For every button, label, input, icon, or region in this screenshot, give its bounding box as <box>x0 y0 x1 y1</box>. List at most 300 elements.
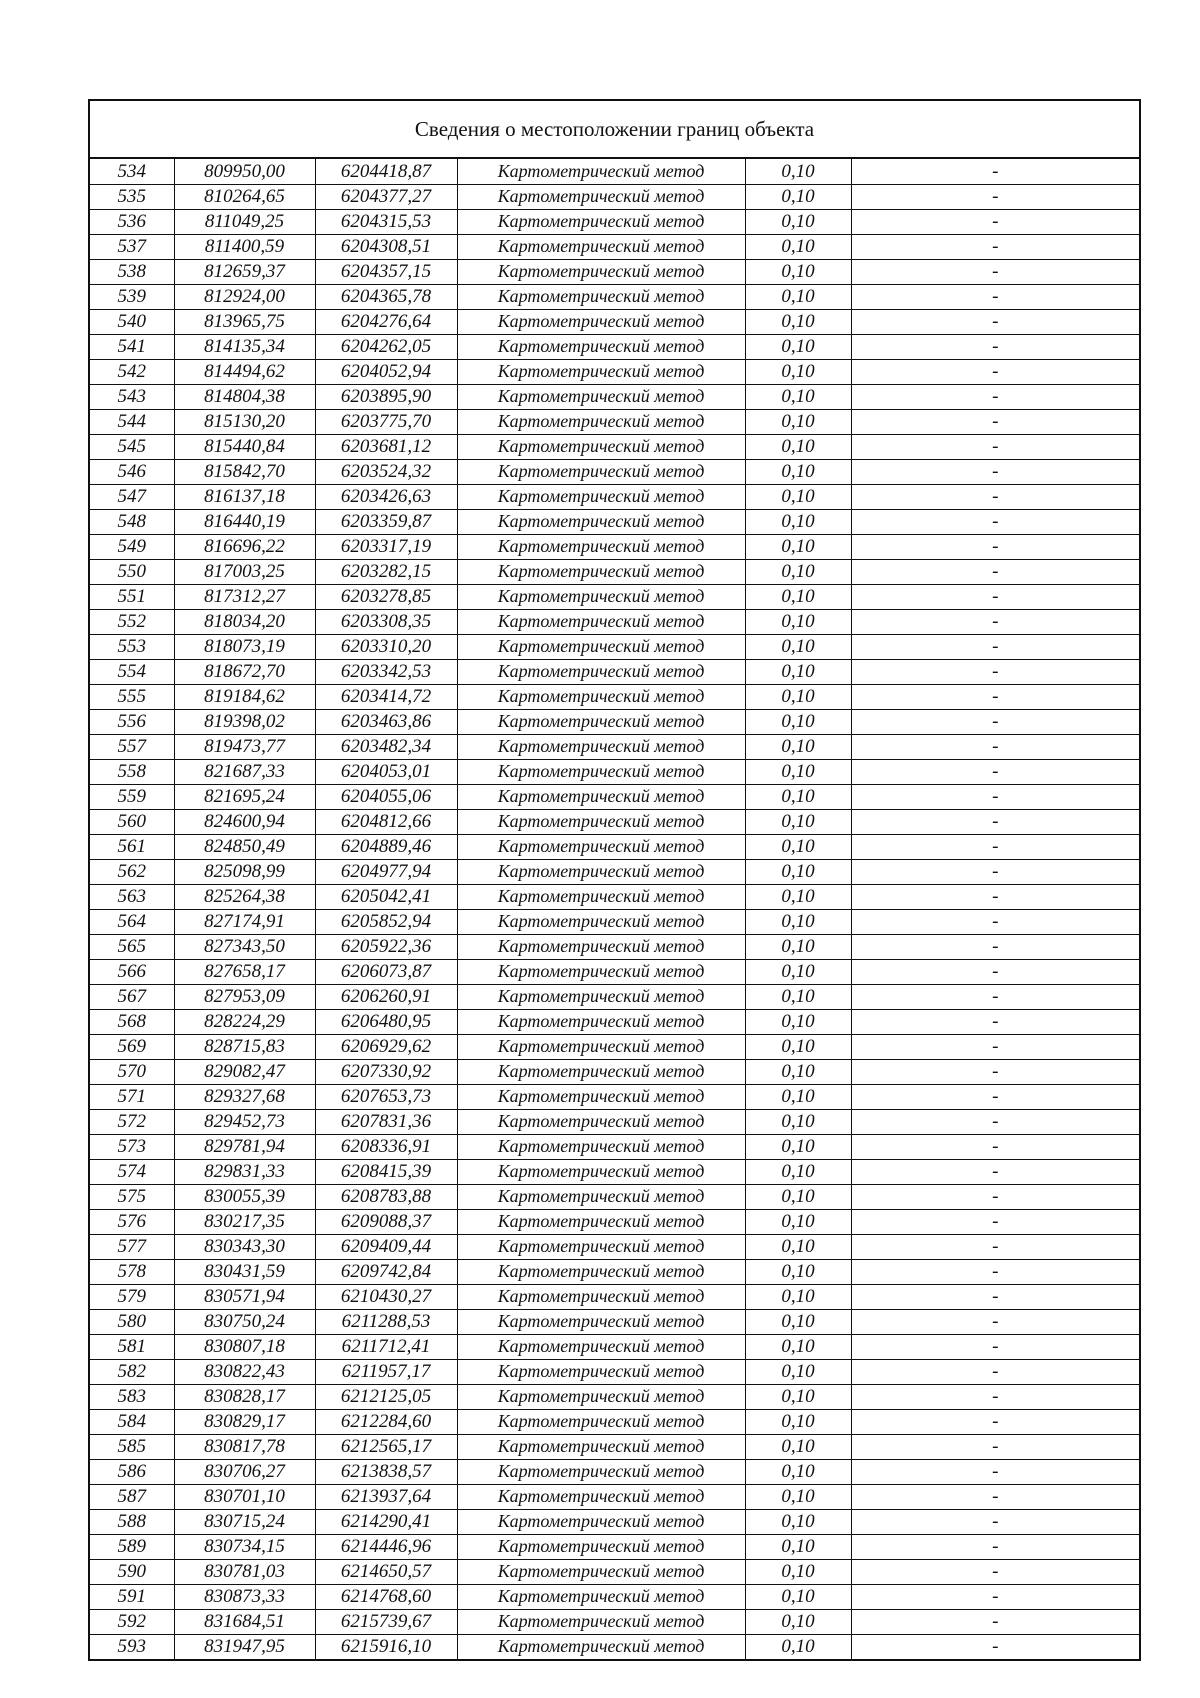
accuracy-cell: 0,10 <box>745 984 851 1009</box>
note-cell: - <box>851 584 1139 609</box>
note-cell: - <box>851 1459 1139 1484</box>
note-cell: - <box>851 709 1139 734</box>
y-coordinate-cell: 6211288,53 <box>315 1309 457 1334</box>
note-cell: - <box>851 1284 1139 1309</box>
y-coordinate-cell: 6204308,51 <box>315 234 457 259</box>
note-cell: - <box>851 659 1139 684</box>
accuracy-cell: 0,10 <box>745 334 851 359</box>
note-cell: - <box>851 359 1139 384</box>
x-coordinate-cell: 811400,59 <box>174 234 315 259</box>
point-number-cell: 555 <box>90 684 174 709</box>
point-number-cell: 539 <box>90 284 174 309</box>
method-cell: Картометрический метод <box>457 909 745 934</box>
table-row <box>90 934 1139 959</box>
y-coordinate-cell: 6203342,53 <box>315 659 457 684</box>
x-coordinate-cell: 824600,94 <box>174 809 315 834</box>
point-number-cell: 537 <box>90 234 174 259</box>
accuracy-cell: 0,10 <box>745 1334 851 1359</box>
method-cell: Картометрический метод <box>457 484 745 509</box>
table-row <box>90 634 1139 659</box>
accuracy-cell: 0,10 <box>745 1559 851 1584</box>
point-number-cell: 543 <box>90 384 174 409</box>
x-coordinate-cell: 814804,38 <box>174 384 315 409</box>
point-number-cell: 572 <box>90 1109 174 1134</box>
note-cell: - <box>851 959 1139 984</box>
y-coordinate-cell: 6203310,20 <box>315 634 457 659</box>
y-coordinate-cell: 6207653,73 <box>315 1084 457 1109</box>
accuracy-cell: 0,10 <box>745 509 851 534</box>
method-cell: Картометрический метод <box>457 984 745 1009</box>
point-number-cell: 588 <box>90 1509 174 1534</box>
y-coordinate-cell: 6204812,66 <box>315 809 457 834</box>
point-number-cell: 575 <box>90 1184 174 1209</box>
table-row <box>90 959 1139 984</box>
method-cell: Картометрический метод <box>457 1084 745 1109</box>
method-cell: Картометрический метод <box>457 1409 745 1434</box>
y-coordinate-cell: 6203282,15 <box>315 559 457 584</box>
accuracy-cell: 0,10 <box>745 1359 851 1384</box>
method-cell: Картометрический метод <box>457 1034 745 1059</box>
accuracy-cell: 0,10 <box>745 1534 851 1559</box>
table-row <box>90 509 1139 534</box>
table-row <box>90 434 1139 459</box>
x-coordinate-cell: 811049,25 <box>174 209 315 234</box>
x-coordinate-cell: 831947,95 <box>174 1634 315 1659</box>
table-row <box>90 1009 1139 1034</box>
accuracy-cell: 0,10 <box>745 234 851 259</box>
point-number-cell: 547 <box>90 484 174 509</box>
y-coordinate-cell: 6212284,60 <box>315 1409 457 1434</box>
accuracy-cell: 0,10 <box>745 584 851 609</box>
accuracy-cell: 0,10 <box>745 684 851 709</box>
y-coordinate-cell: 6208415,39 <box>315 1159 457 1184</box>
x-coordinate-cell: 827343,50 <box>174 934 315 959</box>
point-number-cell: 535 <box>90 184 174 209</box>
x-coordinate-cell: 829327,68 <box>174 1084 315 1109</box>
table-row <box>90 1459 1139 1484</box>
point-number-cell: 577 <box>90 1234 174 1259</box>
y-coordinate-cell: 6209742,84 <box>315 1259 457 1284</box>
accuracy-cell: 0,10 <box>745 534 851 559</box>
method-cell: Картометрический метод <box>457 709 745 734</box>
y-coordinate-cell: 6214290,41 <box>315 1509 457 1534</box>
method-cell: Картометрический метод <box>457 1534 745 1559</box>
table-row <box>90 984 1139 1009</box>
x-coordinate-cell: 821695,24 <box>174 784 315 809</box>
point-number-cell: 546 <box>90 459 174 484</box>
point-number-cell: 589 <box>90 1534 174 1559</box>
accuracy-cell: 0,10 <box>745 259 851 284</box>
y-coordinate-cell: 6206929,62 <box>315 1034 457 1059</box>
table-row <box>90 484 1139 509</box>
accuracy-cell: 0,10 <box>745 1159 851 1184</box>
point-number-cell: 557 <box>90 734 174 759</box>
table-row <box>90 334 1139 359</box>
point-number-cell: 567 <box>90 984 174 1009</box>
note-cell: - <box>851 209 1139 234</box>
note-cell: - <box>851 634 1139 659</box>
accuracy-cell: 0,10 <box>745 1584 851 1609</box>
table-row <box>90 709 1139 734</box>
point-number-cell: 556 <box>90 709 174 734</box>
table-row <box>90 1084 1139 1109</box>
table-row <box>90 759 1139 784</box>
note-cell: - <box>851 884 1139 909</box>
note-cell: - <box>851 284 1139 309</box>
table-row <box>90 1109 1139 1134</box>
accuracy-cell: 0,10 <box>745 1234 851 1259</box>
note-cell: - <box>851 984 1139 1009</box>
table-row <box>90 609 1139 634</box>
method-cell: Картометрический метод <box>457 1109 745 1134</box>
y-coordinate-cell: 6211957,17 <box>315 1359 457 1384</box>
method-cell: Картометрический метод <box>457 1434 745 1459</box>
method-cell: Картометрический метод <box>457 934 745 959</box>
method-cell: Картометрический метод <box>457 1634 745 1659</box>
method-cell: Картометрический метод <box>457 1459 745 1484</box>
point-number-cell: 538 <box>90 259 174 284</box>
point-number-cell: 545 <box>90 434 174 459</box>
method-cell: Картометрический метод <box>457 1559 745 1584</box>
table-row <box>90 534 1139 559</box>
accuracy-cell: 0,10 <box>745 609 851 634</box>
x-coordinate-cell: 827174,91 <box>174 909 315 934</box>
table-row <box>90 884 1139 909</box>
y-coordinate-cell: 6204357,15 <box>315 259 457 284</box>
note-cell: - <box>851 434 1139 459</box>
note-cell: - <box>851 459 1139 484</box>
y-coordinate-cell: 6206260,91 <box>315 984 457 1009</box>
method-cell: Картометрический метод <box>457 659 745 684</box>
x-coordinate-cell: 830343,30 <box>174 1234 315 1259</box>
table-row <box>90 784 1139 809</box>
point-number-cell: 591 <box>90 1584 174 1609</box>
accuracy-cell: 0,10 <box>745 459 851 484</box>
y-coordinate-cell: 6209088,37 <box>315 1209 457 1234</box>
point-number-cell: 565 <box>90 934 174 959</box>
y-coordinate-cell: 6203278,85 <box>315 584 457 609</box>
note-cell: - <box>851 1259 1139 1284</box>
accuracy-cell: 0,10 <box>745 1509 851 1534</box>
accuracy-cell: 0,10 <box>745 634 851 659</box>
accuracy-cell: 0,10 <box>745 1134 851 1159</box>
table-row <box>90 409 1139 434</box>
method-cell: Картометрический метод <box>457 434 745 459</box>
x-coordinate-cell: 830571,94 <box>174 1284 315 1309</box>
note-cell: - <box>851 1484 1139 1509</box>
note-cell: - <box>851 559 1139 584</box>
y-coordinate-cell: 6204315,53 <box>315 209 457 234</box>
point-number-cell: 564 <box>90 909 174 934</box>
x-coordinate-cell: 830217,35 <box>174 1209 315 1234</box>
method-cell: Картометрический метод <box>457 1359 745 1384</box>
y-coordinate-cell: 6210430,27 <box>315 1284 457 1309</box>
y-coordinate-cell: 6203681,12 <box>315 434 457 459</box>
point-number-cell: 560 <box>90 809 174 834</box>
point-number-cell: 549 <box>90 534 174 559</box>
y-coordinate-cell: 6203895,90 <box>315 384 457 409</box>
accuracy-cell: 0,10 <box>745 359 851 384</box>
y-coordinate-cell: 6215916,10 <box>315 1634 457 1659</box>
note-cell: - <box>851 1334 1139 1359</box>
accuracy-cell: 0,10 <box>745 1384 851 1409</box>
accuracy-cell: 0,10 <box>745 709 851 734</box>
x-coordinate-cell: 830734,15 <box>174 1534 315 1559</box>
table-row <box>90 1159 1139 1184</box>
y-coordinate-cell: 6213838,57 <box>315 1459 457 1484</box>
x-coordinate-cell: 815440,84 <box>174 434 315 459</box>
table-row <box>90 1409 1139 1434</box>
table-row <box>90 184 1139 209</box>
point-number-cell: 561 <box>90 834 174 859</box>
note-cell: - <box>851 759 1139 784</box>
note-cell: - <box>851 409 1139 434</box>
point-number-cell: 534 <box>90 159 174 184</box>
accuracy-cell: 0,10 <box>745 1084 851 1109</box>
table-row <box>90 559 1139 584</box>
method-cell: Картометрический метод <box>457 259 745 284</box>
method-cell: Картометрический метод <box>457 1284 745 1309</box>
accuracy-cell: 0,10 <box>745 759 851 784</box>
y-coordinate-cell: 6204052,94 <box>315 359 457 384</box>
note-cell: - <box>851 1159 1139 1184</box>
table-row <box>90 1584 1139 1609</box>
x-coordinate-cell: 830822,43 <box>174 1359 315 1384</box>
table-row <box>90 1234 1139 1259</box>
x-coordinate-cell: 825098,99 <box>174 859 315 884</box>
x-coordinate-cell: 830828,17 <box>174 1384 315 1409</box>
method-cell: Картометрический метод <box>457 1184 745 1209</box>
y-coordinate-cell: 6203482,34 <box>315 734 457 759</box>
table-row <box>90 309 1139 334</box>
note-cell: - <box>851 309 1139 334</box>
point-number-cell: 583 <box>90 1384 174 1409</box>
x-coordinate-cell: 827658,17 <box>174 959 315 984</box>
table-row <box>90 859 1139 884</box>
accuracy-cell: 0,10 <box>745 1209 851 1234</box>
x-coordinate-cell: 818672,70 <box>174 659 315 684</box>
table-row <box>90 834 1139 859</box>
method-cell: Картометрический метод <box>457 609 745 634</box>
x-coordinate-cell: 818034,20 <box>174 609 315 634</box>
boundary-table-sheet <box>88 99 1141 1661</box>
method-cell: Картометрический метод <box>457 1509 745 1534</box>
method-cell: Картометрический метод <box>457 1009 745 1034</box>
note-cell: - <box>851 159 1139 184</box>
accuracy-cell: 0,10 <box>745 1034 851 1059</box>
note-cell: - <box>851 184 1139 209</box>
y-coordinate-cell: 6207330,92 <box>315 1059 457 1084</box>
x-coordinate-cell: 829452,73 <box>174 1109 315 1134</box>
point-number-cell: 593 <box>90 1634 174 1659</box>
note-cell: - <box>851 1109 1139 1134</box>
accuracy-cell: 0,10 <box>745 309 851 334</box>
method-cell: Картометрический метод <box>457 559 745 584</box>
table-row <box>90 1534 1139 1559</box>
accuracy-cell: 0,10 <box>745 284 851 309</box>
accuracy-cell: 0,10 <box>745 184 851 209</box>
x-coordinate-cell: 828224,29 <box>174 1009 315 1034</box>
method-cell: Картометрический метод <box>457 334 745 359</box>
note-cell: - <box>851 1509 1139 1534</box>
y-coordinate-cell: 6207831,36 <box>315 1109 457 1134</box>
y-coordinate-cell: 6204418,87 <box>315 159 457 184</box>
x-coordinate-cell: 827953,09 <box>174 984 315 1009</box>
point-number-cell: 551 <box>90 584 174 609</box>
table-row <box>90 384 1139 409</box>
point-number-cell: 585 <box>90 1434 174 1459</box>
point-number-cell: 578 <box>90 1259 174 1284</box>
x-coordinate-cell: 815842,70 <box>174 459 315 484</box>
note-cell: - <box>851 859 1139 884</box>
table-row <box>90 1134 1139 1159</box>
note-cell: - <box>851 909 1139 934</box>
accuracy-cell: 0,10 <box>745 1009 851 1034</box>
x-coordinate-cell: 816440,19 <box>174 509 315 534</box>
x-coordinate-cell: 828715,83 <box>174 1034 315 1059</box>
table-row <box>90 809 1139 834</box>
note-cell: - <box>851 484 1139 509</box>
accuracy-cell: 0,10 <box>745 1059 851 1084</box>
method-cell: Картометрический метод <box>457 1309 745 1334</box>
accuracy-cell: 0,10 <box>745 959 851 984</box>
coordinates-table-body <box>90 159 1139 1659</box>
table-title: Сведения о местоположении границ объекта <box>90 101 1139 159</box>
table-row <box>90 1609 1139 1634</box>
y-coordinate-cell: 6211712,41 <box>315 1334 457 1359</box>
accuracy-cell: 0,10 <box>745 384 851 409</box>
y-coordinate-cell: 6204262,05 <box>315 334 457 359</box>
accuracy-cell: 0,10 <box>745 209 851 234</box>
y-coordinate-cell: 6203524,32 <box>315 459 457 484</box>
accuracy-cell: 0,10 <box>745 1409 851 1434</box>
note-cell: - <box>851 1409 1139 1434</box>
x-coordinate-cell: 830829,17 <box>174 1409 315 1434</box>
x-coordinate-cell: 819184,62 <box>174 684 315 709</box>
point-number-cell: 570 <box>90 1059 174 1084</box>
table-row <box>90 1559 1139 1584</box>
accuracy-cell: 0,10 <box>745 734 851 759</box>
note-cell: - <box>851 1309 1139 1334</box>
x-coordinate-cell: 809950,00 <box>174 159 315 184</box>
method-cell: Картометрический метод <box>457 184 745 209</box>
note-cell: - <box>851 1559 1139 1584</box>
point-number-cell: 552 <box>90 609 174 634</box>
accuracy-cell: 0,10 <box>745 159 851 184</box>
note-cell: - <box>851 1034 1139 1059</box>
note-cell: - <box>851 1059 1139 1084</box>
note-cell: - <box>851 784 1139 809</box>
table-row <box>90 1184 1139 1209</box>
y-coordinate-cell: 6209409,44 <box>315 1234 457 1259</box>
note-cell: - <box>851 334 1139 359</box>
note-cell: - <box>851 609 1139 634</box>
x-coordinate-cell: 813965,75 <box>174 309 315 334</box>
method-cell: Картометрический метод <box>457 809 745 834</box>
method-cell: Картометрический метод <box>457 234 745 259</box>
y-coordinate-cell: 6206073,87 <box>315 959 457 984</box>
accuracy-cell: 0,10 <box>745 884 851 909</box>
method-cell: Картометрический метод <box>457 284 745 309</box>
y-coordinate-cell: 6204276,64 <box>315 309 457 334</box>
note-cell: - <box>851 684 1139 709</box>
note-cell: - <box>851 834 1139 859</box>
y-coordinate-cell: 6213937,64 <box>315 1484 457 1509</box>
point-number-cell: 566 <box>90 959 174 984</box>
accuracy-cell: 0,10 <box>745 909 851 934</box>
point-number-cell: 571 <box>90 1084 174 1109</box>
x-coordinate-cell: 810264,65 <box>174 184 315 209</box>
table-row <box>90 1359 1139 1384</box>
x-coordinate-cell: 812924,00 <box>174 284 315 309</box>
table-row <box>90 1309 1139 1334</box>
y-coordinate-cell: 6203359,87 <box>315 509 457 534</box>
y-coordinate-cell: 6204055,06 <box>315 784 457 809</box>
method-cell: Картометрический метод <box>457 1584 745 1609</box>
method-cell: Картометрический метод <box>457 534 745 559</box>
method-cell: Картометрический метод <box>457 159 745 184</box>
point-number-cell: 536 <box>90 209 174 234</box>
method-cell: Картометрический метод <box>457 959 745 984</box>
note-cell: - <box>851 534 1139 559</box>
method-cell: Картометрический метод <box>457 634 745 659</box>
y-coordinate-cell: 6208336,91 <box>315 1134 457 1159</box>
method-cell: Картометрический метод <box>457 1259 745 1284</box>
note-cell: - <box>851 1359 1139 1384</box>
x-coordinate-cell: 816137,18 <box>174 484 315 509</box>
x-coordinate-cell: 829781,94 <box>174 1134 315 1159</box>
accuracy-cell: 0,10 <box>745 1609 851 1634</box>
point-number-cell: 548 <box>90 509 174 534</box>
method-cell: Картометрический метод <box>457 784 745 809</box>
accuracy-cell: 0,10 <box>745 1309 851 1334</box>
y-coordinate-cell: 6203775,70 <box>315 409 457 434</box>
accuracy-cell: 0,10 <box>745 934 851 959</box>
point-number-cell: 562 <box>90 859 174 884</box>
point-number-cell: 573 <box>90 1134 174 1159</box>
table-row <box>90 684 1139 709</box>
point-number-cell: 581 <box>90 1334 174 1359</box>
y-coordinate-cell: 6205042,41 <box>315 884 457 909</box>
x-coordinate-cell: 815130,20 <box>174 409 315 434</box>
method-cell: Картометрический метод <box>457 734 745 759</box>
table-row <box>90 1509 1139 1534</box>
method-cell: Картометрический метод <box>457 1234 745 1259</box>
note-cell: - <box>992 1636 999 1658</box>
table-row <box>90 1034 1139 1059</box>
y-coordinate-cell: 6205922,36 <box>315 934 457 959</box>
accuracy-cell: 0,10 <box>745 434 851 459</box>
x-coordinate-cell: 830807,18 <box>174 1334 315 1359</box>
note-cell: - <box>851 809 1139 834</box>
note-cell: - <box>851 259 1139 284</box>
table-row <box>90 209 1139 234</box>
y-coordinate-cell: 6214446,96 <box>315 1534 457 1559</box>
table-row <box>90 1209 1139 1234</box>
accuracy-cell: 0,10 <box>745 1634 851 1659</box>
coordinates-table <box>90 159 1139 1659</box>
y-coordinate-cell: 6208783,88 <box>315 1184 457 1209</box>
method-cell: Картометрический метод <box>457 684 745 709</box>
x-coordinate-cell: 830873,33 <box>174 1584 315 1609</box>
method-cell: Картометрический метод <box>457 1484 745 1509</box>
x-coordinate-cell: 819398,02 <box>174 709 315 734</box>
note-cell: - <box>851 384 1139 409</box>
x-coordinate-cell: 819473,77 <box>174 734 315 759</box>
note-cell: - <box>851 1084 1139 1109</box>
accuracy-cell: 0,10 <box>745 559 851 584</box>
y-coordinate-cell: 6205852,94 <box>315 909 457 934</box>
